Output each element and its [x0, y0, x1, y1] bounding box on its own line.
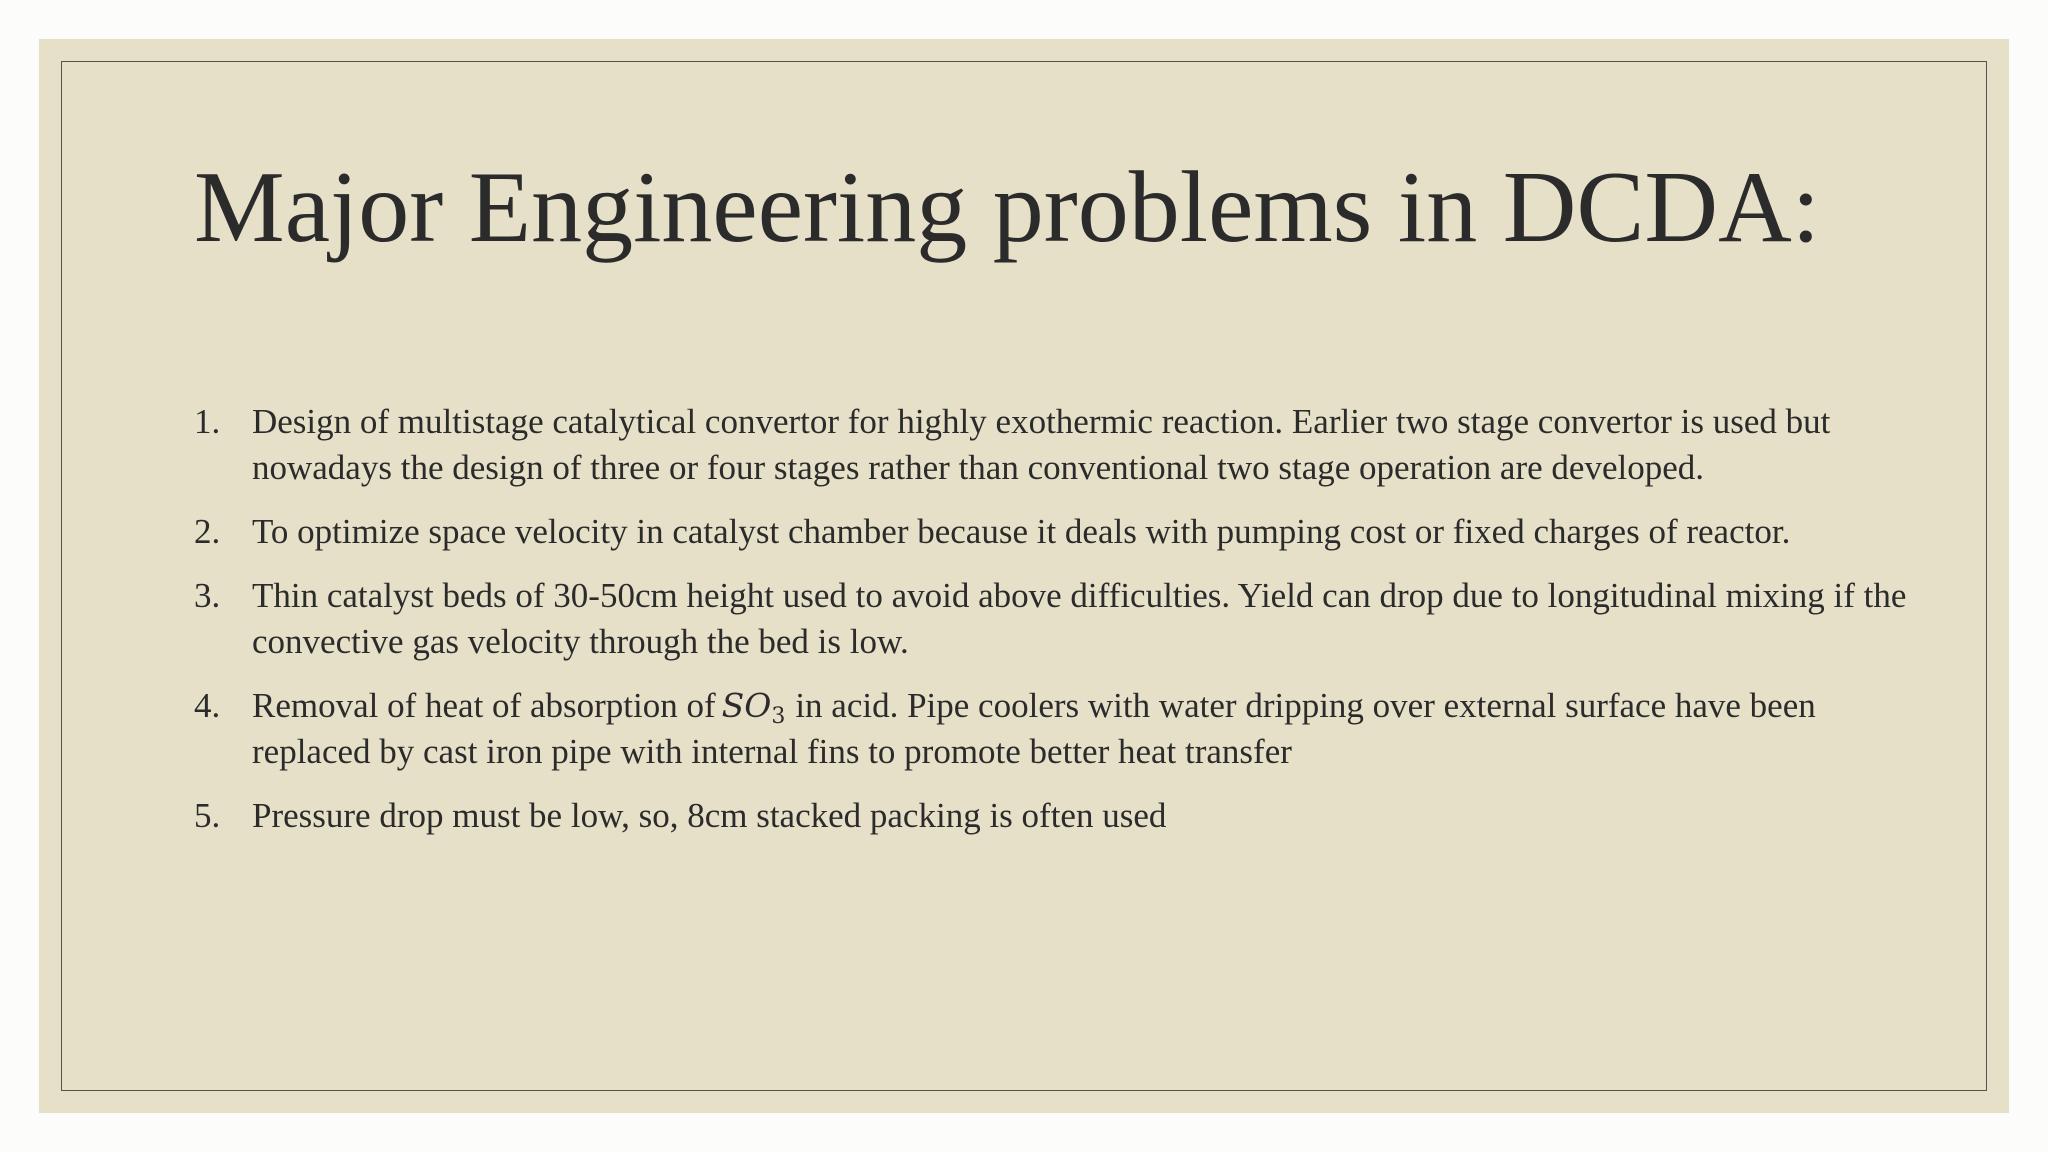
list-item-text: Pressure drop must be low, so, 8cm stacked packing is often used: [252, 796, 1167, 835]
so3-formula: [721, 686, 786, 729]
list-item: [194, 399, 1914, 491]
problem-list: [194, 399, 1914, 857]
list-item-number: 4.: [194, 686, 221, 725]
list-item-text: To optimize space velocity in catalyst chamber because it deals with pumping cost or fixed charges of reactor.: [252, 512, 1791, 551]
list-item-text: Thin catalyst beds of 30-50cm height used to avoid above difficulties. Yield can drop due to longitudinal mixing if the convective gas velocity through the bed is low.: [252, 576, 1907, 661]
formula-subscript: 3: [771, 704, 786, 729]
list-item: [194, 683, 1914, 775]
formula-main: SO: [721, 686, 772, 725]
list-item-text-after: in acid. Pipe coolers with water dripping over external surface have been replaced by cast iron pipe with internal fins to promote better heat transfer: [252, 686, 1816, 771]
list-item: [194, 573, 1914, 665]
list-item-number: 1.: [194, 402, 221, 441]
list-item: [194, 793, 1914, 839]
slide-title: Major Engineering problems in DCDA:: [194, 151, 1821, 264]
list-item-number: 2.: [194, 512, 221, 551]
list-item: [194, 509, 1914, 555]
list-item-text-before: Removal of heat of absorption of: [252, 686, 716, 725]
slide: [39, 39, 2009, 1113]
list-item-number: 5.: [194, 796, 221, 835]
list-item-text: Design of multistage catalytical convertor for highly exothermic reaction. Earlier two stage convertor is used but nowadays the design of three or four stages rather than conventional two stage operation are developed.: [252, 402, 1831, 487]
list-item-number: 3.: [194, 576, 221, 615]
list-item-text: [252, 683, 1914, 775]
